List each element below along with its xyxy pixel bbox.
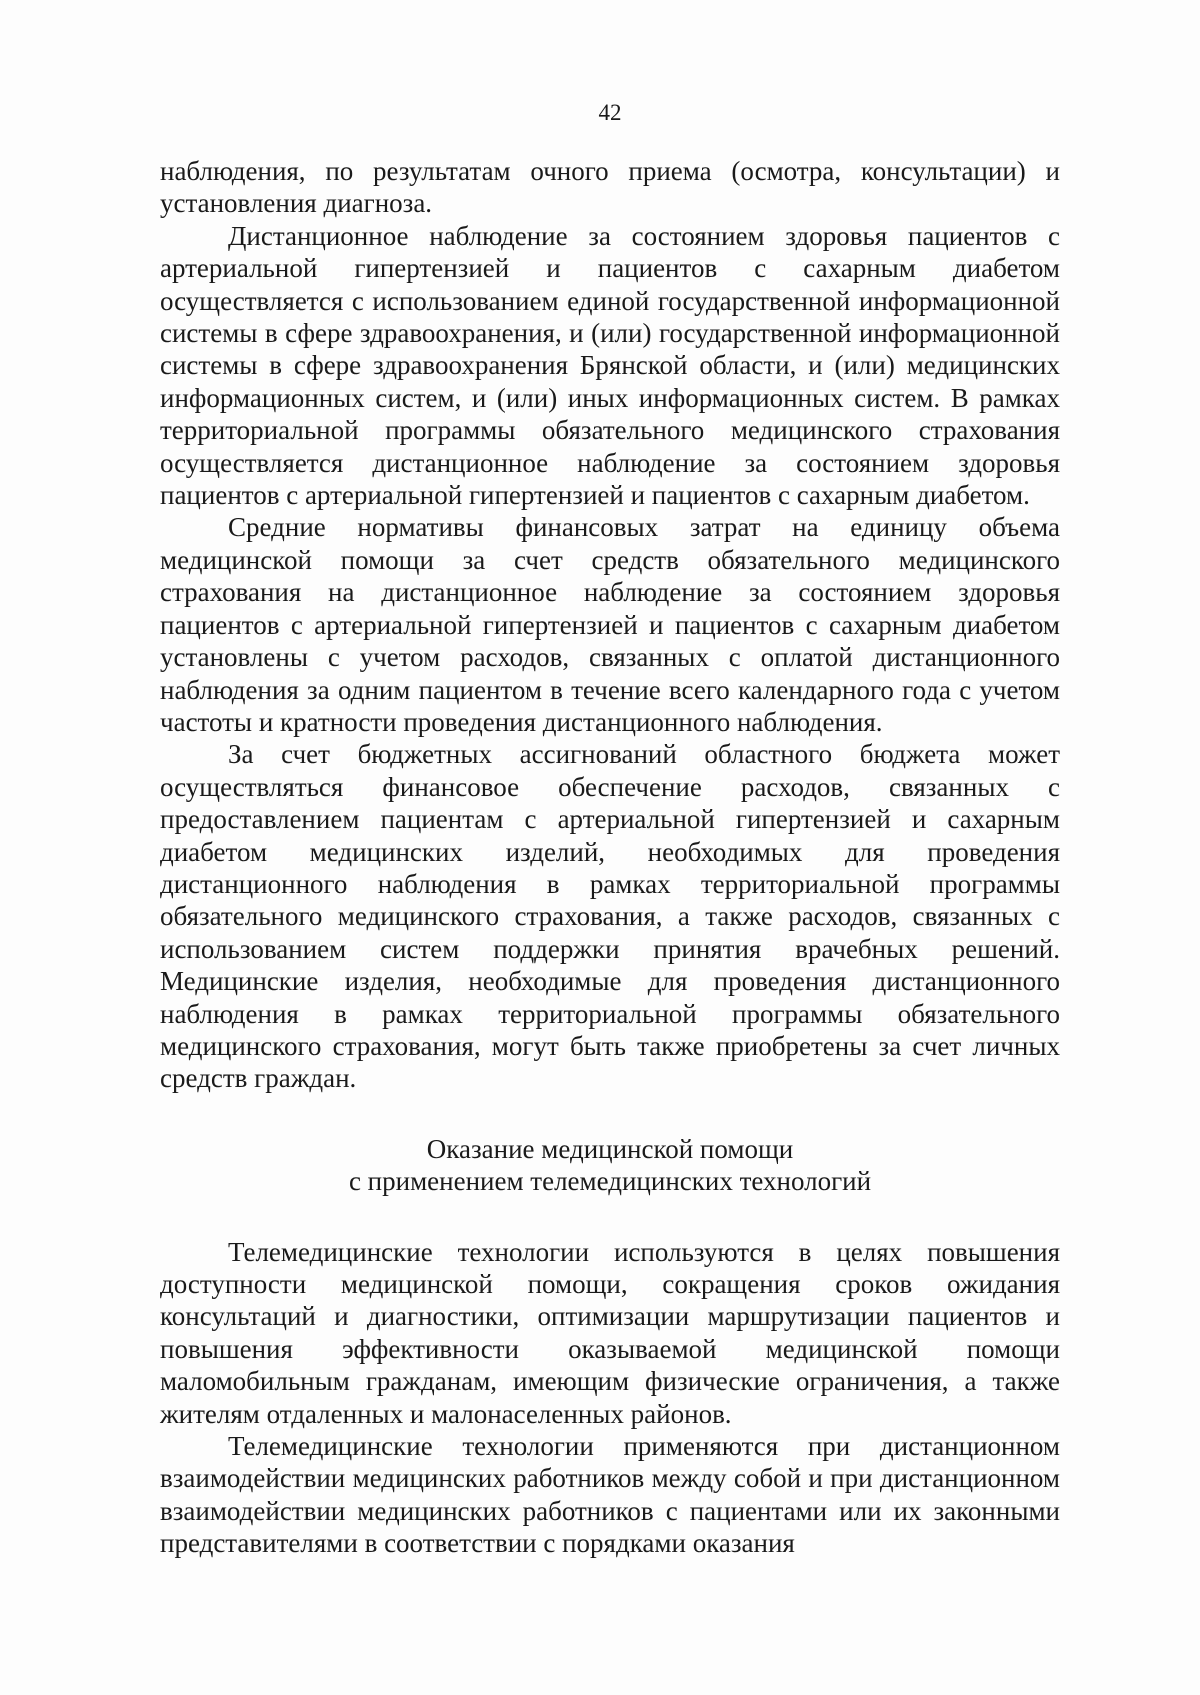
paragraph-telemedicine-use: Телемедицинские технологии применяются при дистанционном взаимодействии медицинских работников между собой и при дистанционном взаимодействии медицинских работников с пациентами или их законными представителями в соответствии с порядками оказания xyxy=(160,1431,1060,1559)
paragraph-continuation: наблюдения, по результатам очного приема (осмотра, консультации) и установления диагноза. xyxy=(160,156,1060,219)
paragraph-cost-standards: Средние нормативы финансовых затрат на единицу объема медицинской помощи за счет средств обязательного медицинского страхования на дистанционное наблюдение за состоянием здоровья пациентов с артериальной гипертензией и пациентов с сахарным диабетом установлены с учетом расходов, связанных с оплатой дистанционного наблюдения за одним пациентом в течение всего календарного года с учетом частоты и кратности проведения дистанционного наблюдения. xyxy=(160,512,1060,737)
paragraph-budget-funding: За счет бюджетных ассигнований областного бюджета может осуществляться финансовое обеспечение расходов, связанных с предоставлением пациентам с артериальной гипертензией и сахарным диабетом медицинских изделий, необходимых для проведения дистанционного наблюдения в рамках территориальной программы обязательного медицинского страхования, а также расходов, связанных с использованием систем поддержки принятия врачебных решений. Медицинские изделия, необходимые для проведения дистанционного наблюдения в рамках территориальной программы обязательного медицинского страхования, могут быть также приобретены за счет личных средств граждан. xyxy=(160,739,1060,1094)
page-body xyxy=(160,155,1060,1560)
section-heading-line-1: Оказание медицинской помощи xyxy=(426,1133,794,1164)
section-heading-line-2: с применением телемедицинских технологий xyxy=(348,1166,872,1197)
page-number: 42 xyxy=(598,100,622,125)
paragraph-remote-monitoring: Дистанционное наблюдение за состоянием здоровья пациентов с артериальной гипертензией и пациентов с сахарным диабетом осуществляется с использованием единой государственной информационной системы в сфере здравоохранения, и (или) государственной информационной системы в сфере здравоохранения Брянской области, и (или) медицинских информационных систем, и (или) иных информационных систем. В рамках территориальной программы обязательного медицинского страхования осуществляется дистанционное наблюдение за состоянием здоровья пациентов с артериальной гипертензией и пациентов с сахарным диабетом. xyxy=(160,220,1060,511)
section-heading xyxy=(160,1133,1060,1198)
paragraph-telemedicine-purpose: Телемедицинские технологии используются в целях повышения доступности медицинской помощи, сокращения сроков ожидания консультаций и диагностики, оптимизации маршрутизации пациентов и повышения эффективности оказываемой медицинской помощи маломобильным гражданам, имеющим физические ограничения, а также жителям отдаленных и малонаселенных районов. xyxy=(160,1236,1060,1429)
